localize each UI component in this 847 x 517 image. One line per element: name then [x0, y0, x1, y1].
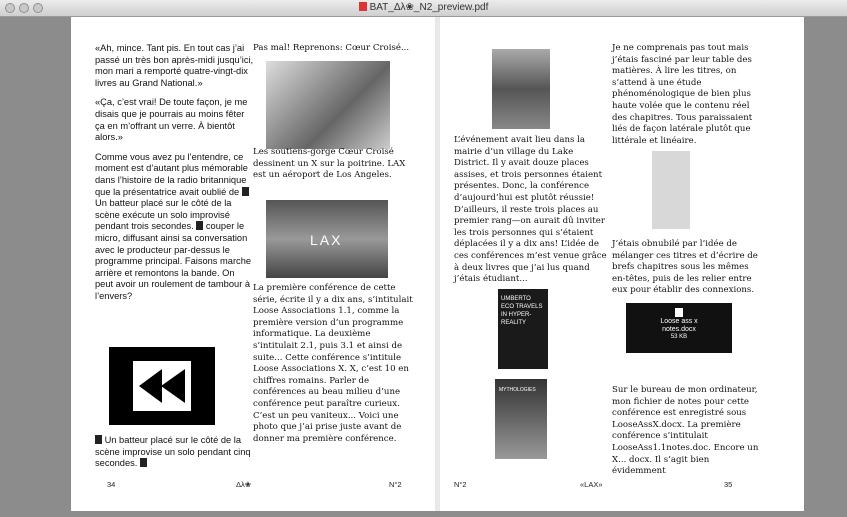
drum-icon	[140, 458, 147, 467]
left-column-1	[95, 43, 255, 302]
right-column-2-para-b: J’étais obnubilé par l’idée de mélanger ces titres et d’écrire de brefs chapitres sous les mêmes en-têtes, puis de les relier entre eux pour établir des connexions.	[612, 239, 758, 296]
pdf-viewer[interactable]	[0, 17, 847, 517]
book-title: UMBERTO ECO TRAVELS IN HYPER-REALITY	[501, 296, 543, 326]
left-column-2-para-b: La première conférence de cette série, écrite il y a dix ans, s’intitulait Loose Associations 1.1, comme la première version d’un programme informatique. La deuxième s’intitulait 2.1, puis 3.1 et ainsi de suite... Cette conférence s’intitule Loose Associations X. X, c’est 10 en chiffres romains. Parler de conférences au beau milieu d’une conférence peut paraître curieux. C’est un peu vaniteux... Voici une photo que j’ai prise juste avant de donner ma première conférence.	[253, 283, 413, 444]
paragraph: «Ah, mince. Tant pis. En tout cas j’ai passé un très bon après-midi jusqu’ici, mon mari a remporté quatre-vingt-dix livres au Grand National.»	[95, 43, 254, 88]
paragraph: Comme vous avez pu l’entendre, ce moment est d’autant plus mémorable dans l’histoire de la radio britannique que la présentatrice avait oublié de Un batteur placé sur le côté de la scène exécute un solo improvisé pendant trois secondes. couper le micro, diffusant ainsi sa conversation avec le producteur par-dessus le programme principal. Faisons marche arrière et remontons la bande. On peut avoir un roulement de tambour à l’envers?	[95, 151, 252, 301]
book-cover-mythologies	[495, 379, 547, 459]
drum-icon	[196, 221, 203, 230]
issue-number: N°2	[454, 480, 467, 489]
right-column-2-para-a: Je ne comprenais pas tout mais j’étais fasciné par leur table des matières. À lire les titres, on s’attend à une étude phénoménologique de bien plus haute volée que le contenu réel des chapitres. Tous paraissaient liés de façon latérale plutôt que littérale et linéaire.	[612, 43, 753, 146]
paragraph: «Ça, c’est vrai! De toute façon, je me disais que je pourrais au moins fêter ça en m’offrant un verre. À bientôt alors.»	[95, 97, 248, 143]
issue-number: N°2	[389, 480, 402, 489]
woman-photo	[266, 61, 390, 149]
book-title: MYTHOLOGIES	[499, 387, 536, 393]
file-name: Loose ass x notes.docx	[660, 318, 698, 333]
right-column-1: L’événement avait lieu dans la mairie d’un village du Lake District. Il y avait douze places assises, et trois personnes étaient présentes. Donc, la conférence d’aujourd’hui est plutôt réussie! D’ailleurs, il reste trois places au premier rang—on aurait dû inviter les trois personnes qui s’étaient déplacées il y a dix ans! L’idée de ces conférences m’est venue grâce à deux livres que j’ai lus quand j’étais étudiant...	[454, 135, 607, 285]
page-34	[71, 17, 435, 511]
lax-photo	[266, 200, 388, 278]
drum-icon	[95, 435, 102, 444]
right-column-2-para-c: Sur le bureau de mon ordinateur, mon fichier de notes pour cette conférence est enregistré sous LooseAssX.docx. La première conférence s’intitulait LooseAss1.1notes.doc. Encore un X... docx. Il s’agit bien évidemment	[612, 385, 759, 477]
table-of-contents-photo	[652, 151, 690, 229]
document-icon	[675, 308, 683, 317]
file-icon-screenshot	[626, 303, 732, 353]
running-head: «LAX»	[580, 480, 603, 489]
lax-sign-text: LAX	[310, 232, 343, 248]
page-number: 35	[724, 480, 733, 489]
left-column-2-para-a: Les soutiens-gorge Cœur Croisé dessinent un X sur la poitrine. LAX est un aéroport de Los Angeles.	[253, 147, 406, 181]
rewind-icon	[109, 347, 215, 425]
window-title	[0, 2, 847, 13]
window-title-text: BAT_Δλ❀_N2_preview.pdf	[369, 2, 489, 13]
drum-icon	[242, 187, 249, 196]
pdf-file-icon	[359, 2, 367, 11]
page-number: 34	[107, 480, 116, 489]
rewind-caption: Un batteur placé sur le côté de la scène improvise un solo pendant cinq secondes.	[95, 435, 251, 469]
window-titlebar	[0, 0, 847, 17]
left-column-2-intro: Pas mal! Reprenons: Cœur Croisé...	[253, 43, 410, 53]
village-hall-photo	[492, 49, 550, 129]
rewind-image	[109, 347, 215, 425]
page-35	[440, 17, 804, 511]
book-cover-eco	[498, 289, 548, 369]
file-size: 53 KB	[670, 334, 688, 340]
running-head: Δλ❀	[236, 480, 252, 489]
